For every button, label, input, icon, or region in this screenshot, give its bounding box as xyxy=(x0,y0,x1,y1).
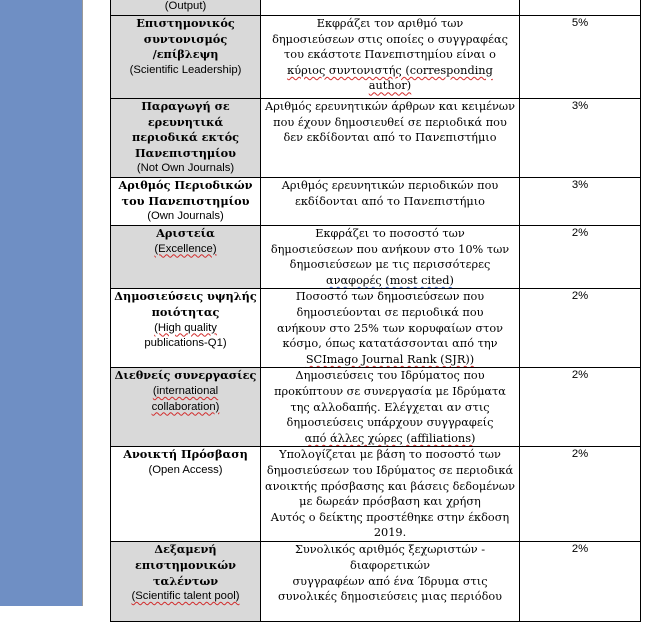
indicator-name-line: του Πανεπιστημίου xyxy=(121,193,250,208)
indicator-description-cell xyxy=(261,368,520,447)
indicator-name-line: ποιότητας xyxy=(151,304,220,319)
description-line: αναφορές (most cited) xyxy=(326,273,454,287)
indicator-weight-cell xyxy=(520,447,641,542)
indicator-weight: 5% xyxy=(571,17,589,29)
description-line: από άλλες χώρες (affiliations) xyxy=(304,431,476,445)
description-line: δημοσιεύσεων στις οποίες ο συγγραφέας xyxy=(272,32,508,46)
indicator-name-line: Δημοσιεύσεις υψηλής xyxy=(114,289,257,304)
description-line: συνολικές δημοσιεύσεις μιας περιόδου xyxy=(277,590,503,604)
indicator-name-line: Πανεπιστημίου xyxy=(134,145,237,160)
indicator-name-line: Παραγωγή σε xyxy=(141,99,230,113)
description-line: Ποσοστό των δημοσιεύσεων που xyxy=(295,290,485,304)
indicator-description-cell xyxy=(261,226,520,289)
description-line: δημοσιεύσεων με τις περισσότερες xyxy=(289,258,491,272)
table-row xyxy=(111,99,641,178)
indicators-table xyxy=(110,0,641,622)
indicator-name-line: Αριστεία xyxy=(156,226,215,240)
indicator-name-line: ταλέντων xyxy=(152,573,219,588)
table-row xyxy=(111,16,641,99)
indicator-description-cell xyxy=(261,0,520,16)
indicator-weight-cell xyxy=(520,226,641,289)
indicator-name-line: συντονισμός xyxy=(143,31,228,46)
indicator-name-latin: publications-Q1) xyxy=(144,337,227,350)
indicator-name-latin: (Scientific talent pool) xyxy=(131,590,240,603)
indicator-description-cell xyxy=(261,447,520,542)
indicator-name-latin: (Not Own Journals) xyxy=(136,162,235,175)
table-row xyxy=(111,226,641,289)
indicator-name-cell xyxy=(111,0,261,16)
indicator-name-line: Δεξαμενή xyxy=(154,542,217,557)
indicator-name-line: /επίβλεψη xyxy=(152,47,219,62)
description-line: της αλλοδαπής. Ελέγχεται αν στις xyxy=(290,400,490,414)
indicator-name-latin: (Output) xyxy=(164,0,207,12)
description-line: δημοσιεύονται σε περιοδικά που xyxy=(296,305,484,319)
table-row xyxy=(111,289,641,368)
description-line: 2019. xyxy=(373,526,407,540)
indicator-weight: 2% xyxy=(571,227,589,239)
description-line: κόσμο, όπως κατατάσσονται από την xyxy=(282,337,498,351)
indicator-weight: 2% xyxy=(571,448,589,461)
indicator-name-latin: (Excellence) xyxy=(154,242,217,255)
description-line: διαφορετικών xyxy=(350,558,430,572)
description-line: που έχουν δημοσιευθεί σε περιοδικά που xyxy=(273,115,507,129)
description-line: Συνολικός αριθμός ξεχωριστών - xyxy=(294,543,486,557)
indicator-name-line: περιοδικά εκτός xyxy=(131,130,240,145)
description-line: ανοικτής πρόσβασης και βάσεις δεδομένων xyxy=(264,479,516,493)
description-line: εκδίδονται από το Πανεπιστήμιο xyxy=(295,194,485,208)
description-line: δημοσιεύσεων που ανήκουν στο 10% των xyxy=(270,242,510,256)
description-line: Αριθμός ερευνητικών περιοδικών που xyxy=(281,179,499,192)
indicator-name-cell xyxy=(111,289,261,368)
description-line: ανήκουν στο 25% των κορυφαίων στον xyxy=(276,321,504,335)
table-row xyxy=(111,368,641,447)
description-line: δημοσιεύσεων του Ιδρύματος σε περιοδικά xyxy=(266,463,514,477)
indicator-weight-cell xyxy=(520,16,641,99)
description-line: Υπολογίζεται με βάση το ποσοστό των xyxy=(279,448,501,462)
description-line: author) xyxy=(368,79,412,93)
indicator-name-latin: (High quality xyxy=(154,321,217,334)
description-line: δημοσιεύσεις υπάρχουν συγγραφείς xyxy=(286,416,494,430)
description-line: συγγραφέων από ένα Ίδρυμα στις xyxy=(292,574,488,588)
indicator-name-line: Ανοικτή Πρόσβαση xyxy=(123,447,248,462)
indicator-description-cell xyxy=(261,99,520,178)
indicator-weight-cell xyxy=(520,178,641,226)
indicator-name-cell xyxy=(111,178,261,226)
right-page-margin xyxy=(640,0,658,606)
description-line: Εκφράζει τον αριθμό των xyxy=(316,17,464,30)
indicator-weight-cell xyxy=(520,289,641,368)
indicator-name-latin: (Scientific Leadership) xyxy=(129,63,242,76)
indicator-name-latin: (Open Access) xyxy=(148,463,223,476)
indicator-name-latin: (Own Journals) xyxy=(147,210,224,223)
indicator-weight-cell xyxy=(520,542,641,622)
description-line: με δωρεάν πρόσβαση και χρήση xyxy=(299,495,481,509)
indicator-name-line: Αριθμός Περιοδικών xyxy=(118,178,253,192)
description-line: Αυτός ο δείκτης προστέθηκε στην έκδοση xyxy=(270,510,510,524)
table-row xyxy=(111,0,641,16)
description-line: Εκφράζει το ποσοστό των xyxy=(315,227,465,240)
table-row xyxy=(111,542,641,622)
description-line: SCImago Journal Rank (SJR)) xyxy=(305,352,475,366)
indicator-description-cell xyxy=(261,542,520,622)
left-page-margin xyxy=(82,0,109,606)
indicator-name-latin: collaboration) xyxy=(151,400,220,413)
indicator-weight: 2% xyxy=(571,369,589,382)
description-line: δεν εκδίδονται από το Πανεπιστήμιο xyxy=(283,131,497,145)
indicator-description-cell xyxy=(261,178,520,226)
indicator-name-line: επιστημονικών xyxy=(135,557,236,572)
indicator-weight: 3% xyxy=(571,179,589,191)
indicator-name-latin: (international xyxy=(152,384,219,397)
indicator-name-line: Επιστημονικός xyxy=(136,16,235,30)
table-row xyxy=(111,178,641,226)
indicator-weight-cell xyxy=(520,368,641,447)
description-line: κύριος συντονιστής (corresponding xyxy=(287,63,493,77)
description-line: προκύπτουν σε συνεργασία με Ιδρύματα xyxy=(274,384,506,398)
indicator-weight: 3% xyxy=(571,100,589,112)
description-line: του εκάστοτε Πανεπιστημίου είναι ο xyxy=(284,48,496,62)
indicator-name-cell xyxy=(111,542,261,622)
left-margin-band xyxy=(0,0,82,606)
indicator-name-line: Διεθνείς συνεργασίες xyxy=(114,368,257,383)
description-line: Αριθμός ερευνητικών άρθρων και κειμένων xyxy=(265,100,515,113)
indicator-description-cell xyxy=(261,289,520,368)
indicator-weight-cell xyxy=(520,0,641,16)
indicator-name-cell xyxy=(111,447,261,542)
indicator-name-cell xyxy=(111,368,261,447)
indicator-weight: 2% xyxy=(571,543,589,556)
indicator-name-cell xyxy=(111,226,261,289)
indicator-weight: 2% xyxy=(571,290,589,303)
indicator-name-cell xyxy=(111,99,261,178)
indicator-name-cell xyxy=(111,16,261,99)
indicator-weight-cell xyxy=(520,99,641,178)
indicator-description-cell xyxy=(261,16,520,99)
description-line: Δημοσιεύσεις του Ιδρύματος που xyxy=(295,369,485,383)
table-row xyxy=(111,447,641,542)
indicator-name-line: ερευνητικά xyxy=(147,114,224,129)
